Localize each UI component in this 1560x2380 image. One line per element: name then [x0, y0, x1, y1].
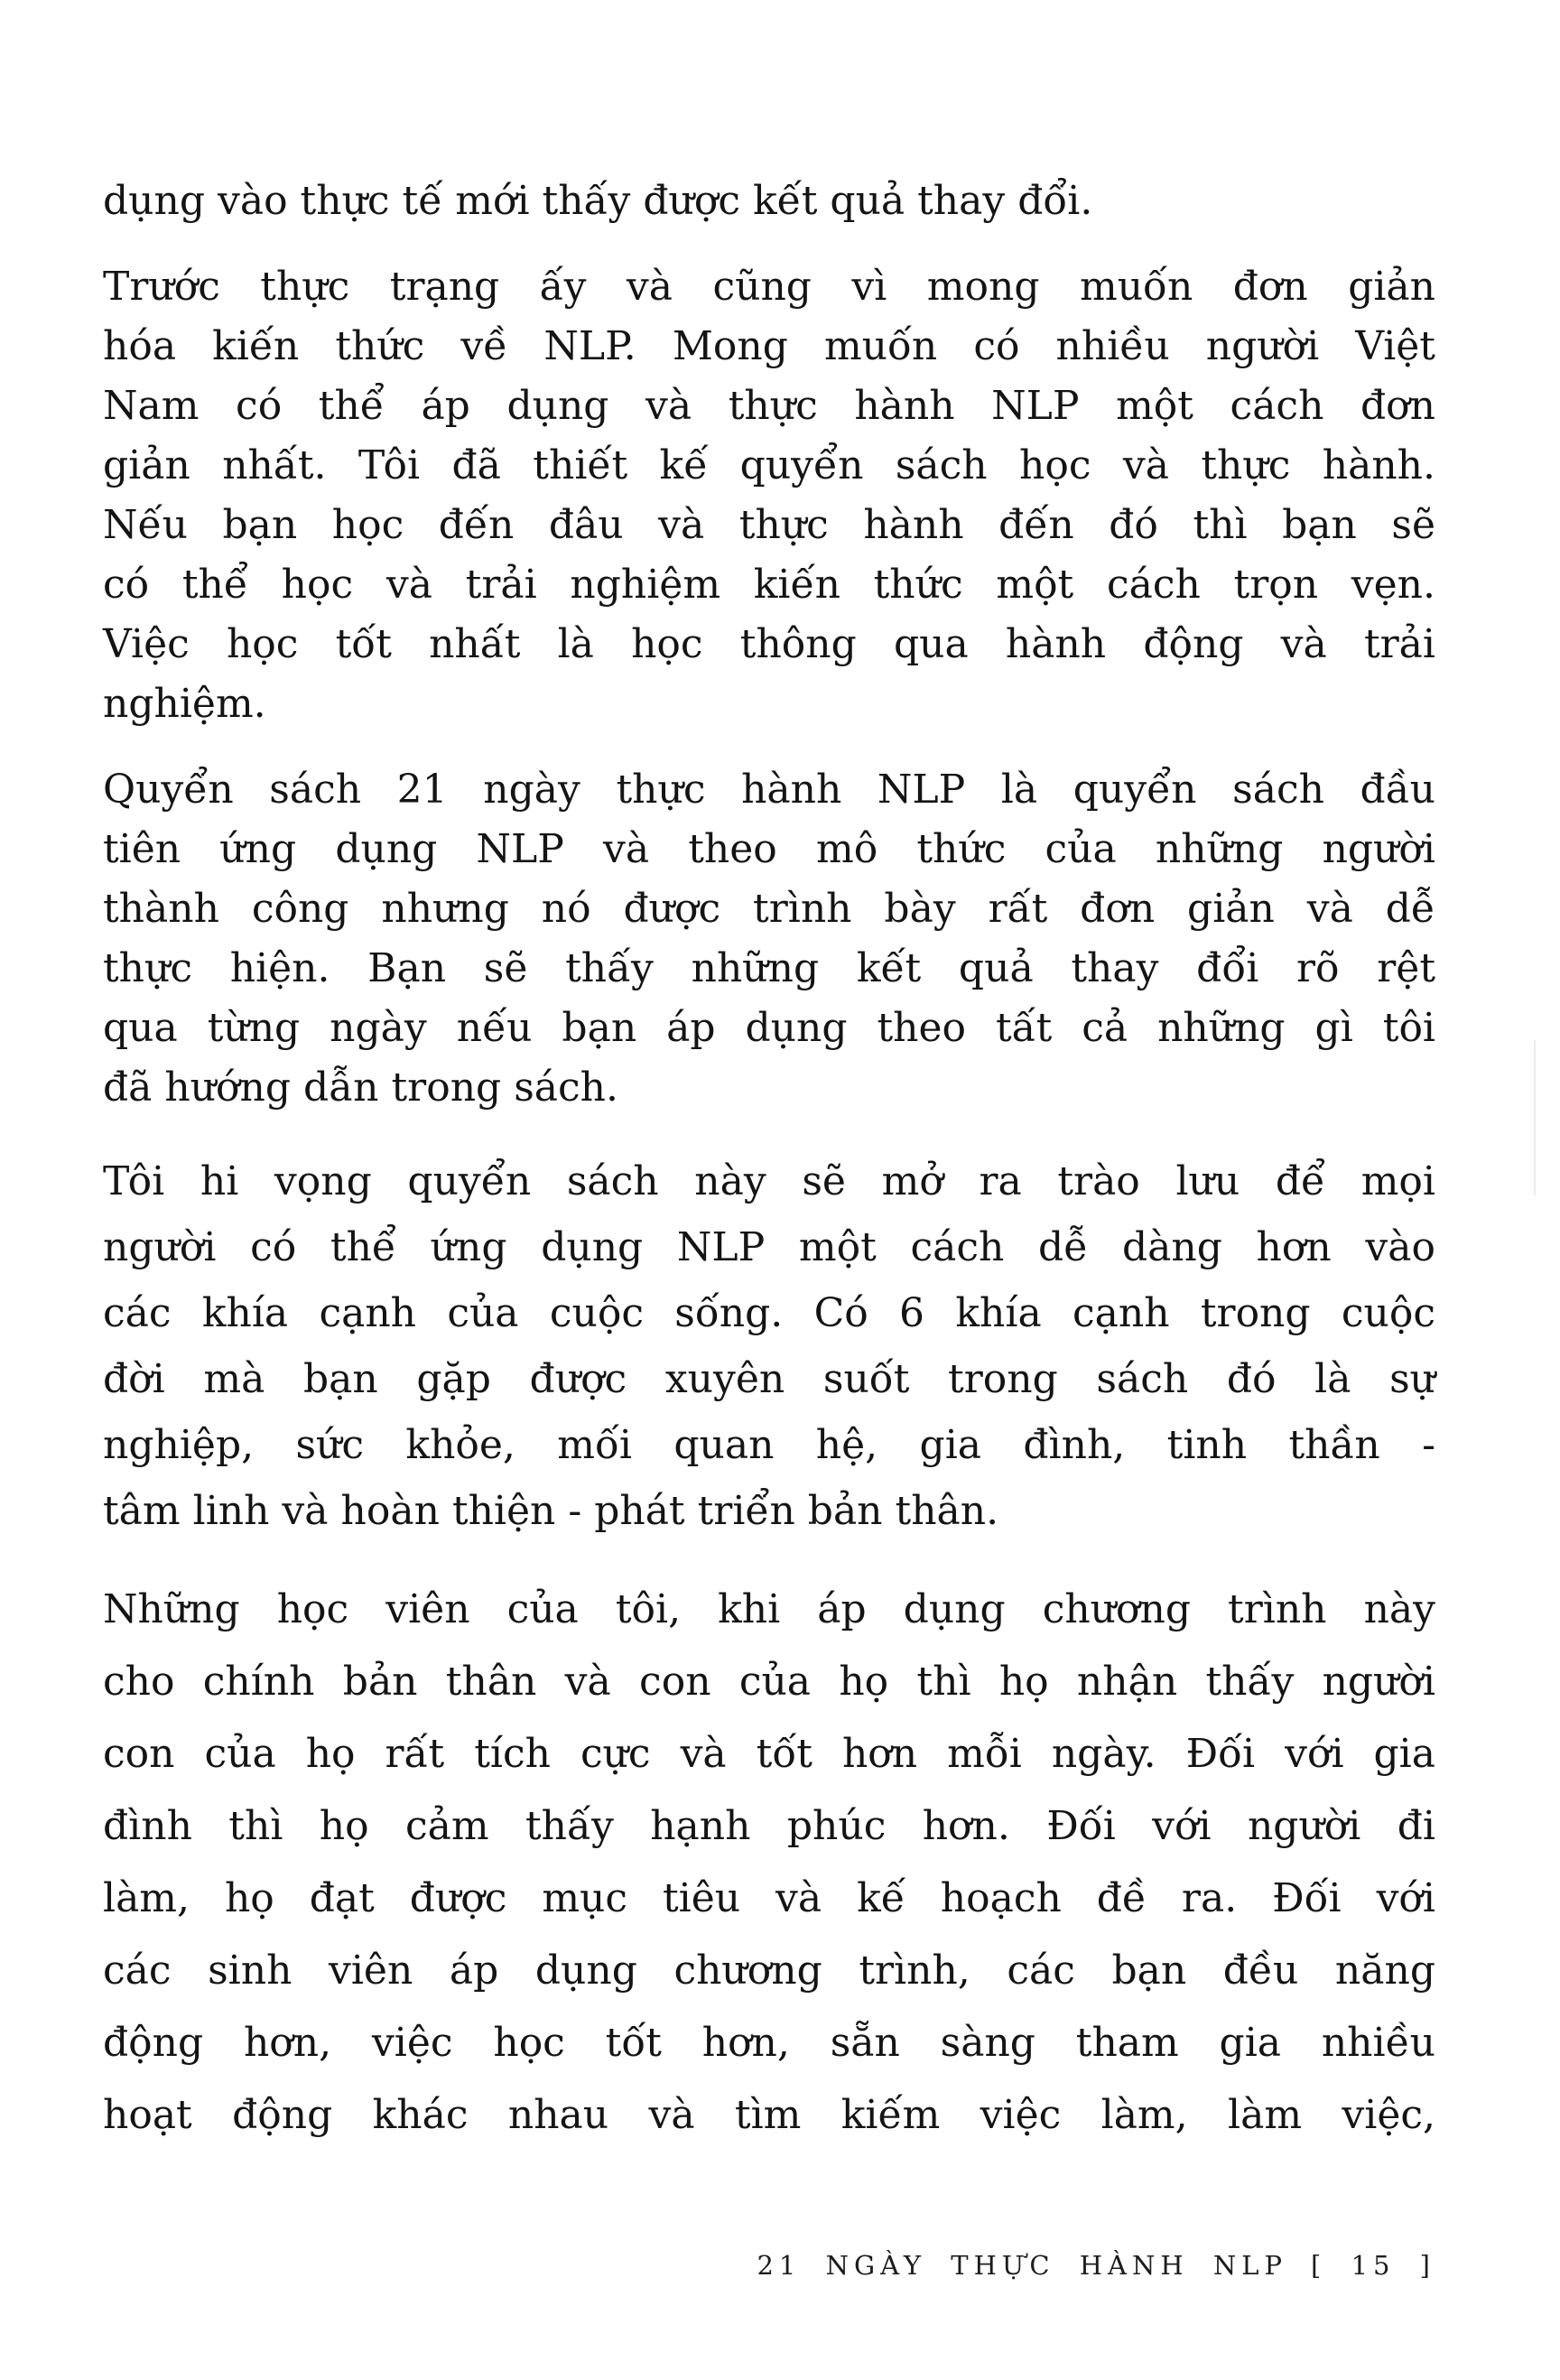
text-line: đình thì họ cảm thấy hạnh phúc hơn. Đối với người đi: [103, 1803, 1435, 1849]
text-line: tâm linh và hoàn thiện - phát triển bản thân.: [103, 1488, 999, 1534]
text-line: các sinh viên áp dụng chương trình, các bạn đều năng: [103, 1948, 1435, 1994]
paragraph: [103, 257, 1435, 734]
text-line: Trước thực trạng ấy và cũng vì mong muốn đơn giản: [103, 264, 1435, 310]
text-line: Nếu bạn học đến đâu và thực hành đến đó thì bạn sẽ: [103, 502, 1435, 548]
page-footer: [757, 2250, 1435, 2281]
text-line: con của họ rất tích cực và tốt hơn mỗi ngày. Đối với gia: [103, 1731, 1435, 1777]
text-line: thực hiện. Bạn sẽ thấy những kết quả thay đổi rõ rệt: [103, 945, 1435, 991]
running-title: 21 NGÀY THỰC HÀNH NLP: [757, 2250, 1288, 2281]
text-line: cho chính bản thân và con của họ thì họ nhận thấy người: [103, 1659, 1435, 1705]
paragraph: [103, 172, 1435, 231]
text-line: nghiệm.: [103, 681, 266, 727]
text-line: Việc học tốt nhất là học thông qua hành động và trải: [103, 621, 1435, 667]
text-line: Những học viên của tôi, khi áp dụng chương trình này: [103, 1586, 1435, 1632]
scan-artifact-line: [1534, 1040, 1536, 1195]
text-line: người có thể ứng dụng NLP một cách dễ dàng hơn vào: [103, 1224, 1435, 1270]
text-line: Nam có thể áp dụng và thực hành NLP một cách đơn: [103, 383, 1435, 429]
text-line: qua từng ngày nếu bạn áp dụng theo tất cả những gì tôi: [103, 1005, 1435, 1051]
text-line: đời mà bạn gặp được xuyên suốt trong sách đó là sự: [103, 1356, 1435, 1402]
text-line: hoạt động khác nhau và tìm kiếm việc làm, làm việc,: [103, 2092, 1435, 2138]
text-line: Quyển sách 21 ngày thực hành NLP là quyển sách đầu: [103, 767, 1435, 813]
text-line: thành công nhưng nó được trình bày rất đơn giản và dễ: [103, 886, 1435, 932]
text-line: đã hướng dẫn trong sách.: [103, 1064, 618, 1111]
text-line: dụng vào thực tế mới thấy được kết quả thay đổi.: [103, 178, 1093, 224]
text-line: làm, họ đạt được mục tiêu và kế hoạch đề ra. Đối với: [103, 1875, 1435, 1921]
text-line: hóa kiến thức về NLP. Mong muốn có nhiều người Việt: [103, 323, 1435, 369]
text-line: Tôi hi vọng quyển sách này sẽ mở ra trào lưu để mọi: [103, 1158, 1435, 1204]
paragraph: [103, 760, 1435, 1118]
paragraph: [103, 1574, 1435, 2152]
text-line: các khía cạnh của cuộc sống. Có 6 khía cạnh trong cuộc: [103, 1290, 1435, 1336]
text-line: động hơn, việc học tốt hơn, sẵn sàng tham gia nhiều: [103, 2020, 1435, 2066]
text-line: có thể học và trải nghiệm kiến thức một cách trọn vẹn.: [103, 562, 1435, 608]
paragraph: [103, 1148, 1435, 1544]
text-line: tiên ứng dụng NLP và theo mô thức của những người: [103, 826, 1435, 872]
text-line: nghiệp, sức khỏe, mối quan hệ, gia đình, tinh thần -: [103, 1422, 1435, 1468]
text-line: giản nhất. Tôi đã thiết kế quyển sách học và thực hành.: [103, 442, 1435, 488]
page-number: [ 15 ]: [1311, 2250, 1435, 2281]
